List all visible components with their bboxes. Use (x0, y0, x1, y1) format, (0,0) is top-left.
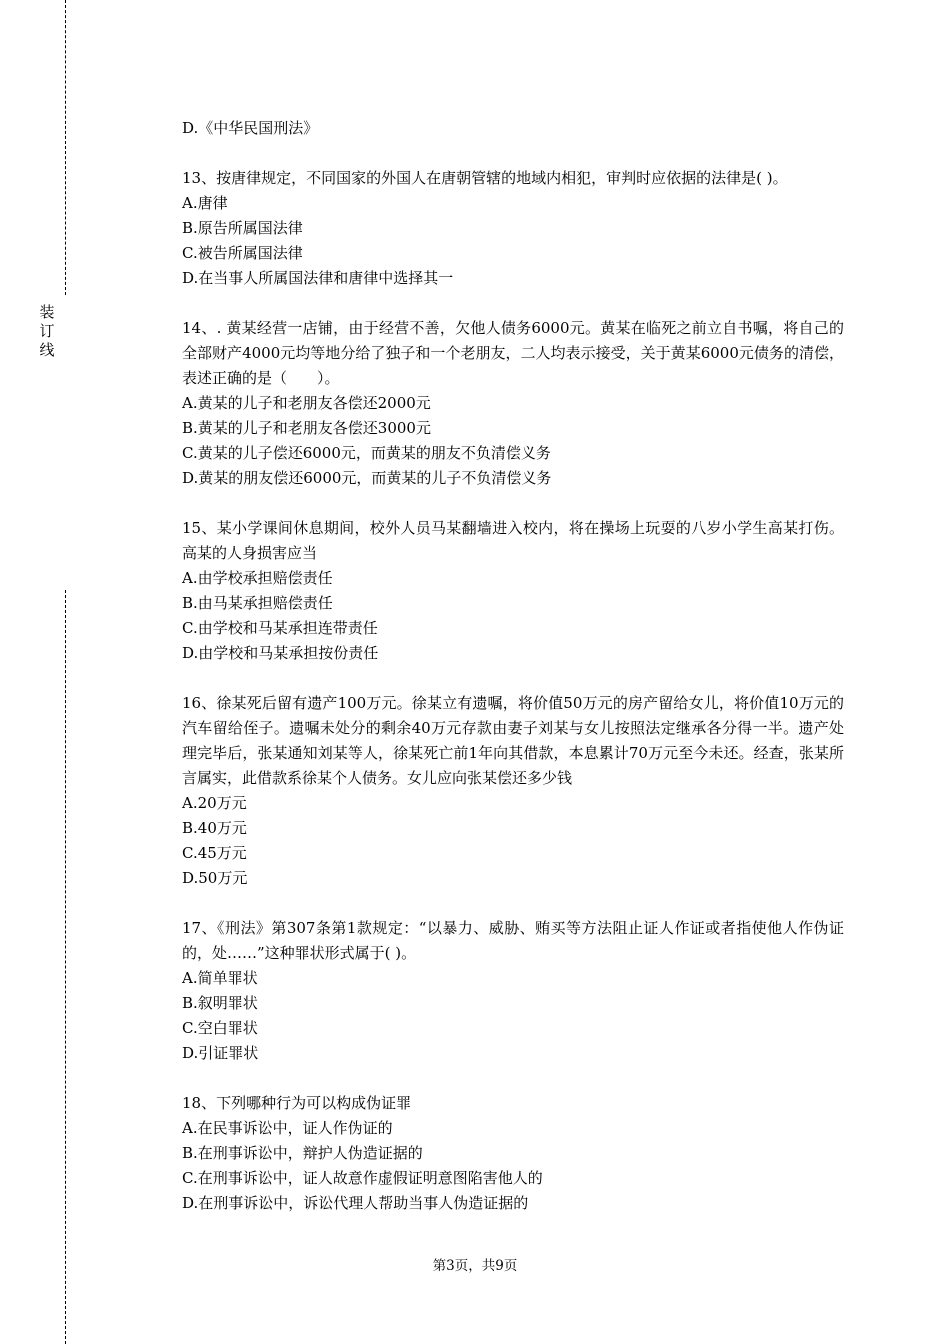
answer-option: C.由学校和马某承担连带责任 (182, 619, 378, 637)
answer-option: B.在刑事诉讼中，辩护人伪造证据的 (182, 1144, 423, 1162)
question-block (182, 166, 844, 291)
answer-option: A.唐律 (182, 194, 228, 212)
answer-option: A.由学校承担赔偿责任 (182, 569, 333, 587)
answer-option: B.40万元 (182, 819, 247, 837)
binding-label: 装订线 (39, 303, 55, 359)
question-list (182, 166, 844, 1216)
question-stem: 14、. 黄某经营一店铺，由于经营不善，欠他人债务6000元。黄某在临死之前立自书嘱，将自己的全部财产4000元均等地分给了独子和一个老朋友，二人均表示接受，关于黄某6000元债务的清偿，表述正确的是（ ）。 (182, 319, 844, 387)
answer-option: D.由学校和马某承担按份责任 (182, 644, 379, 662)
carryover-option: D.《中华民国刑法》 (182, 119, 319, 137)
question-block (182, 316, 844, 491)
answer-option: C.在刑事诉讼中，证人故意作虚假证明意图陷害他人的 (182, 1169, 543, 1187)
page-content (182, 116, 844, 1216)
question-block (182, 916, 844, 1066)
binding-dashed-line-bottom (65, 590, 66, 1344)
answer-option: C.45万元 (182, 844, 247, 862)
question-stem: 17、《刑法》第307条第1款规定：“以暴力、威胁、贿买等方法阻止证人作证或者指使他人作伪证的，处……”这种罪状形式属于( )。 (182, 919, 844, 962)
answer-option: C.被告所属国法律 (182, 244, 303, 262)
answer-option: A.黄某的儿子和老朋友各偿还2000元 (182, 394, 431, 412)
answer-option: B.叙明罪状 (182, 994, 258, 1012)
answer-option: D.在刑事诉讼中，诉讼代理人帮助当事人伪造证据的 (182, 1194, 529, 1212)
answer-option: B.黄某的儿子和老朋友各偿还3000元 (182, 419, 431, 437)
answer-option: B.由马某承担赔偿责任 (182, 594, 333, 612)
answer-option: C.黄某的儿子偿还6000元，而黄某的朋友不负清偿义务 (182, 444, 551, 462)
binding-dashed-line-top (65, 0, 66, 295)
question-block (182, 691, 844, 891)
question-block (182, 516, 844, 666)
answer-option: D.引证罪状 (182, 1044, 259, 1062)
question-stem: 15、某小学课间休息期间，校外人员马某翻墙进入校内，将在操场上玩耍的八岁小学生高某打伤。高某的人身损害应当 (182, 519, 844, 562)
question-block (182, 1091, 844, 1216)
question-stem: 18、下列哪种行为可以构成伪证罪 (182, 1094, 412, 1112)
answer-option: A.20万元 (182, 794, 247, 812)
answer-option: C.空白罪状 (182, 1019, 258, 1037)
answer-option: D.黄某的朋友偿还6000元，而黄某的儿子不负清偿义务 (182, 469, 552, 487)
answer-option: B.原告所属国法律 (182, 219, 303, 237)
page-footer: 第3页，共9页 (432, 1258, 518, 1274)
answer-option: A.简单罪状 (182, 969, 258, 987)
answer-option: A.在民事诉讼中，证人作伪证的 (182, 1119, 393, 1137)
question-stem: 13、按唐律规定，不同国家的外国人在唐朝管辖的地域内相犯，审判时应依据的法律是( )。 (182, 169, 788, 187)
answer-option: D.在当事人所属国法律和唐律中选择其一 (182, 269, 454, 287)
question-stem: 16、徐某死后留有遗产100万元。徐某立有遗嘱，将价值50万元的房产留给女儿，将价值10万元的汽车留给侄子。遗嘱未处分的剩余40万元存款由妻子刘某与女儿按照法定继承各分得一半。遗产处理完毕后，张某通知刘某等人，徐某死亡前1年向其借款，本息累计70万元至今未还。经查，张某所言属实，此借款系徐某个人债务。女儿应向张某偿还多少钱 (182, 694, 844, 787)
answer-option: D.50万元 (182, 869, 248, 887)
